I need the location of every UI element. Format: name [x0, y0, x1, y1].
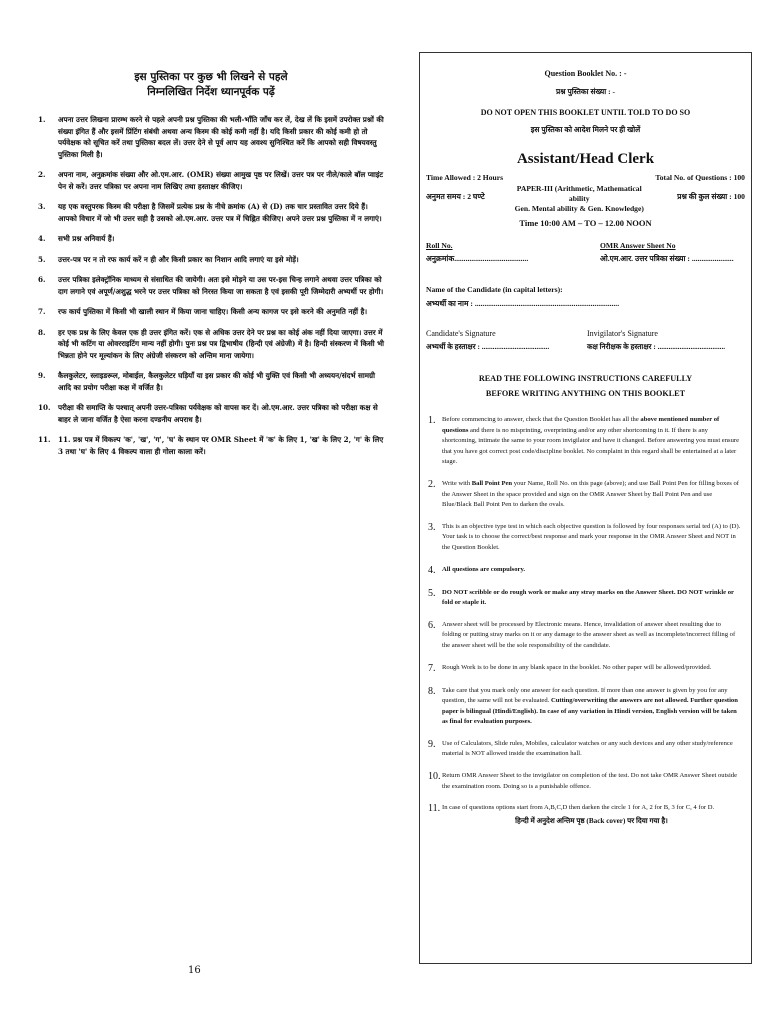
- candidate-name-block: [426, 283, 745, 311]
- item-text: [442, 620, 741, 652]
- item-number: 2.: [428, 478, 436, 490]
- item-text-part: Rough Work is to be done in any blank space in the booklet. No other paper will be allowed/provided.: [442, 663, 712, 671]
- item-number: 8.: [428, 685, 436, 697]
- item-text: [442, 663, 741, 675]
- item-text-bold: All questions are compulsory.: [442, 565, 526, 573]
- candidate-name-label: Name of the Candidate (in capital letters):: [426, 285, 563, 294]
- instructions-heading-line-2: BEFORE WRITING ANYTHING ON THIS BOOKLET: [485, 389, 686, 398]
- english-instruction-item: [428, 565, 741, 577]
- question-booklet-no: Question Booklet No. : -: [544, 69, 627, 78]
- hindi-instruction-item: [38, 402, 384, 425]
- item-text: हर एक प्रश्न के लिए केवल एक ही उत्तर इंगित करें। एक से अधिक उत्तर देने पर प्रश्न का कोई अंक नहीं दिया जाएगा। उत्तर में कोई भी कटिंग या ओवरराइटिंग मान्य नहीं होगी। पुनः प्रश्न पत्र द्विभाषीय (हिन्दी एवं अंग्रेजी) में है। हिन्दी संस्करण में किसी भी भिन्नता होने पर मूल्यांकन के लिए अंग्रेजी संस्करण को अन्तिम माना जायेगा।: [58, 327, 385, 360]
- item-number: 5.: [428, 587, 436, 599]
- exam-timing: Time 10:00 AM – TO – 12.00 NOON: [519, 218, 652, 228]
- booklet-cover: [419, 52, 752, 964]
- item-number: 11.: [428, 803, 441, 815]
- item-text-part: Use of Calculators, Slide rules, Mobiles, calculator watches or any such devices and any other study/reference material is NOT allowed inside the examination hall.: [442, 739, 733, 758]
- roll-no-block: [426, 239, 528, 265]
- hindi-instruction-item: [38, 274, 384, 297]
- item-number: 1.: [38, 115, 46, 124]
- item-text: अपना उत्तर लिखना प्रारम्भ करने से पहले अपनी प्रश्न पुस्तिका की भली-भाँति जाँच कर लें, देख लें कि इसमें उपरोक्त प्रश्नों की संख्या इंगित हैं और इसमें प्रिंटिंग संबंधी अथवा अन्य किस्म की कोई कमी नहीं है। यदि किसी प्रकार की कोई कमी हो तो पर्यवेक्षक को सूचित करें तथा पुस्तिका बदल लें। उत्तर देने से पूर्व आप यह अवश्य सुनिश्चित करें कि आपको सही विषयवस्तु पुस्तिका मिली है।: [58, 115, 384, 159]
- english-instruction-item: [428, 686, 741, 728]
- item-text: [442, 771, 741, 792]
- item-text-part: Take care that you mark only one answer for each question. If more than one answer is given by you for any question, the same will not be evaluated.: [442, 686, 728, 705]
- candidate-signature-hindi: अभ्यर्थी के हस्ताक्षर : .....................................: [426, 342, 550, 351]
- english-instruction-item: [428, 415, 741, 468]
- item-text: यह एक वस्तुपरक किस्म की परीक्षा है जिसमें प्रत्येक प्रश्न के नीचे क्रमांक (A) से (D) तक चार प्रस्तावित उत्तर दिये हैं। आपको विचार में जो भी उत्तर सही है उसको ओ.एम.आर. उत्तर पत्र में चिह्नित कीजिए। अपने उत्तर प्रश्न पुस्तिका में न लगाएं।: [58, 202, 382, 223]
- item-number: 11.: [38, 435, 51, 444]
- item-text-bold: DO NOT scribble or do rough work or make any stray marks on the Answer Sheet. DO NOT wrinkle or fold or staple it.: [442, 588, 734, 607]
- item-number: 1.: [428, 415, 436, 426]
- item-text: उत्तर-पत्र पर न तो रफ कार्य करें न ही और किसी प्रकार का निशान आदि लगाएं या इसे मोड़ें।: [58, 254, 299, 264]
- item-text: [442, 565, 741, 577]
- item-number: 9.: [38, 371, 46, 380]
- item-number: 10.: [428, 771, 441, 783]
- item-text-part: Answer sheet will be processed by Electronic means. Hence, invalidation of answer sheet resulting due to folding or putting stray marks on it or any damage to the answer sheet as well as incomplete/incorrect filling of the answer sheet will be the sole responsibility of the candidate.: [442, 620, 736, 649]
- english-instruction-item: [428, 771, 741, 792]
- time-allowed-block: [426, 171, 503, 214]
- hindi-heading-line-2: निम्नलिखित निर्देश ध्यानपूर्वक पढ़ें: [147, 86, 275, 98]
- item-number: 3.: [428, 521, 436, 533]
- total-questions-hindi: प्रश्न की कुल संख्या : 100: [677, 192, 745, 201]
- item-text-part: This is an objective type test in which each objective question is followed by four responses serial ted (A) to (D). Your task is to choose the correct/best response and mark your response in the OMR Answer Sheet and NOT in the Question Booklet.: [442, 522, 741, 551]
- question-booklet-no-hindi: प्रश्न पुस्तिका संख्या : -: [556, 87, 615, 96]
- item-text-part: In case of questions options start from A,B,C,D then darken the circle 1 for A, 2 for B, 3 for C, 4 for D.: [442, 804, 715, 812]
- item-number: 9.: [428, 738, 436, 750]
- candidate-name-hindi: अभ्यर्थी का नाम : ............................................................................: [426, 299, 620, 308]
- candidate-signature-label: Candidate's Signature: [426, 329, 496, 338]
- item-number: 4.: [428, 564, 436, 576]
- do-not-open-notice: DO NOT OPEN THIS BOOKLET UNTIL TOLD TO DO SO: [480, 108, 691, 117]
- hindi-instruction-item: [38, 370, 384, 393]
- roll-no-label: Roll No.: [426, 241, 453, 250]
- hindi-instruction-item: [38, 306, 384, 318]
- item-text: [442, 415, 741, 468]
- item-text-part: Write with: [442, 479, 472, 487]
- item-number: 4.: [38, 234, 46, 243]
- item-text: [442, 803, 741, 826]
- hindi-heading-line-1: इस पुस्तिका पर कुछ भी लिखने से पहले: [134, 71, 288, 83]
- item-number: 5.: [38, 254, 46, 264]
- omr-no-hindi: ओ.एम.आर. उत्तर पत्रिका संख्या : ......................: [600, 254, 734, 263]
- item-text: [442, 522, 741, 554]
- item-text: [442, 686, 741, 728]
- back-cover-note: हिन्दी में अनुदेश अन्तिम पृष्ठ (Back cover) पर दिया गया है।: [515, 816, 668, 825]
- paper-line-1: PAPER-III (Arithmetic, Mathematical ability: [516, 184, 642, 203]
- item-text-part: your Name, Roll No. on this page (above); and use Ball Point Pen for filling boxes of the Answer Sheet in the space provided and sign on the OMR Answer Sheet by Ball Point Pen and use Blue/Black Ball Point Pen to darken the ovals.: [442, 479, 739, 509]
- hindi-instruction-item: [38, 114, 384, 160]
- item-text: उत्तर पत्रिका इलेक्ट्रॉनिक माध्यम से संसाधित की जायेगी। अतः इसे मोड़ने या उस पर-इस चिन्ह लगाने अथवा उत्तर पत्रिका को दाग लगाने एवं अपूर्ण/अशुद्ध भरने पर उत्तर पत्रिका को निरस्त किया जा सकता है एवं इसकी पूरी जिम्मेदारी अभ्यर्थी पर होगी।: [58, 275, 384, 296]
- hindi-instruction-item: [38, 434, 384, 457]
- item-number: 6.: [38, 275, 46, 284]
- item-text-part: Return OMR Answer Sheet to the invigilator on completion of the test. Do not take OMR Answer Sheet outside the examination room. Doing so is a punishable offence.: [442, 772, 738, 790]
- hindi-heading: [38, 70, 384, 100]
- hindi-instruction-item: [38, 254, 384, 266]
- invigilator-signature-label: Invigilator's Signature: [587, 329, 658, 338]
- english-instruction-item: [428, 803, 741, 826]
- invigilator-signature-hindi: कक्ष निरीक्षक के हस्ताक्षर : .....................................: [587, 342, 726, 351]
- hindi-instruction-item: [38, 327, 384, 362]
- english-instruction-item: [428, 522, 741, 554]
- total-questions-block: [655, 171, 745, 214]
- item-text: परीक्षा की समाप्ति के पश्चात् अपनी उत्तर-पत्रिका पर्यवेक्षक को वापस कर दें। ओ.एम.आर. उत्तर पत्रिका को परीक्षा कक्ष से बाहर ले जाना वर्जित है ऐसा करना दण्डनीय अपराध है।: [58, 403, 378, 424]
- item-text: [442, 739, 741, 760]
- item-text-bold: Ball Point Pen: [471, 479, 513, 487]
- item-number: 6.: [428, 619, 436, 631]
- do-not-open-notice-hindi: इस पुस्तिका को आदेश मिलने पर ही खोलें: [530, 125, 641, 134]
- roll-omr-row: [426, 239, 745, 265]
- instructions-heading-line-1: READ THE FOLLOWING INSTRUCTIONS CAREFULLY: [478, 374, 693, 383]
- item-text: सभी प्रश्न अनिवार्य हैं।: [58, 234, 115, 243]
- item-text-part: and there is no misprinting, overprinting and/or any other shortcoming in it. If there is any shortcoming, intimate the same to your room invigilator and have it changed. Before answering you must ensure that you have got correct post code/discipline booklet. No complaint in this regard shall be entertained at a later stage.: [442, 426, 740, 466]
- item-text-part: Before commencing to answer, check that the Question Booklet has all the: [442, 416, 641, 423]
- signature-row: [426, 327, 745, 353]
- item-number: 7.: [38, 307, 46, 316]
- time-allowed-hindi: अनुमत समय : 2 घण्टे: [426, 192, 485, 201]
- exam-meta-row: [426, 171, 745, 214]
- item-text: [442, 588, 741, 609]
- candidate-signature-block: [426, 327, 549, 353]
- paper-description: [509, 184, 649, 214]
- item-text-bold: above mentioned number of questions: [442, 416, 720, 434]
- english-instruction-item: [428, 663, 741, 675]
- item-number: 7.: [428, 662, 436, 674]
- english-instruction-item: [428, 620, 741, 652]
- item-text: अपना नाम, अनुक्रमांक संख्या और ओ.एम.आर. (OMR) संख्या आमुख पृष्ठ पर लिखें। उत्तर पत्र पर नीले/काले बॉल प्वाइंट पेन से करें। उत्तर पत्रिका पर अपना नाम लिखिए तथा हस्ताक्षर कीजिए।: [58, 170, 384, 191]
- item-number: 2.: [38, 170, 46, 179]
- time-allowed: Time Allowed : 2 Hours: [426, 173, 504, 182]
- english-instruction-item: [428, 479, 741, 511]
- hindi-instruction-item: [38, 233, 384, 245]
- hindi-instruction-list: [38, 114, 384, 457]
- invigilator-signature-block: [587, 327, 745, 353]
- omr-no-block: [600, 239, 745, 265]
- total-questions: Total No. of Questions : 100: [655, 173, 745, 182]
- english-instruction-list: [428, 415, 741, 837]
- hindi-instruction-item: [38, 201, 384, 224]
- item-text: [442, 479, 741, 511]
- omr-no-label: OMR Answer Sheet No: [600, 241, 676, 250]
- hindi-instructions: [38, 70, 384, 466]
- instructions-heading: [420, 371, 751, 401]
- roll-no-hindi: अनुक्रमांक.......................................: [426, 254, 529, 263]
- hindi-instruction-item: [38, 169, 384, 192]
- item-number: 10.: [38, 403, 51, 412]
- english-instruction-item: [428, 588, 741, 609]
- item-number: 3.: [38, 202, 46, 211]
- item-number: 8.: [38, 327, 46, 337]
- item-text: कैलकुलेटर, स्लाइडरूल, मोबाईल, कैलकुलेटर घड़ियाँ या इस प्रकार की कोई भी युक्ति एवं किसी भी अध्ययन/संदर्भ सामग्री आदि का प्रयोग परीक्षा कक्ष में वर्जित है।: [58, 371, 375, 392]
- exam-title: Assistant/Head Clerk: [516, 151, 655, 167]
- paper-line-2: Gen. Mental ability & Gen. Knowledge): [514, 204, 644, 213]
- english-instruction-item: [428, 739, 741, 760]
- item-text-bold: Cutting/overwriting the answers are not allowed. Further question paper is bilingual (Hindi/English). In case of any variation in Hindi version, English version will be taken as final for evaluation purposes.: [442, 697, 738, 726]
- item-text: रफ कार्य पुस्तिका में किसी भी खाली स्थान में किया जाना चाहिए। किसी अन्य कागज पर इसे करने की अनुमति नहीं है।: [58, 307, 368, 316]
- item-text: 11. प्रश्न पत्र में विकल्प 'क', 'ख', 'ग', 'घ' के स्थान पर OMR Sheet में 'क' के लिए 1, 'ख' के लिए 2, 'ग' के लिए 3 तथा 'घ' के लिए 4 विकल्प वाला ही गोला काला करें।: [58, 435, 384, 456]
- page-number: 16: [188, 965, 201, 976]
